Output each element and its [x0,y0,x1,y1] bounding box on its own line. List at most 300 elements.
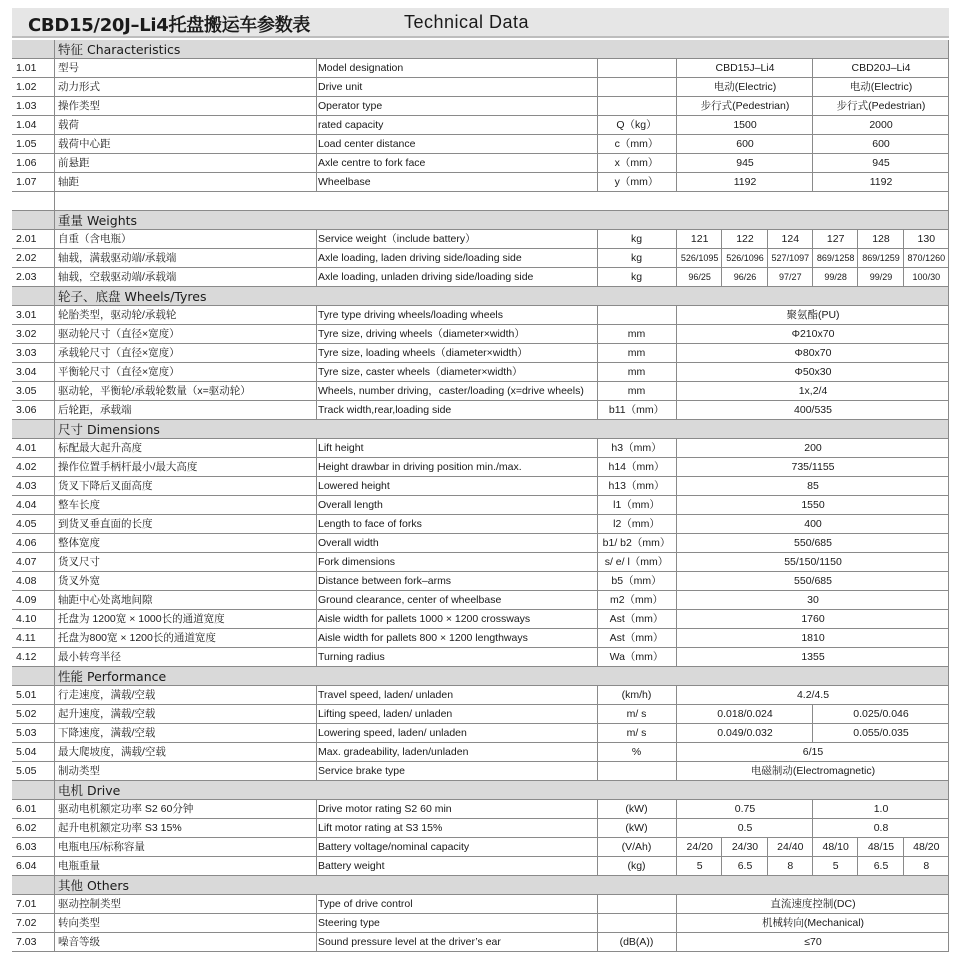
table-row [12,762,949,781]
section-header [12,420,949,439]
section-header [12,781,949,800]
table-row [12,648,949,667]
column-divider [316,116,317,134]
value-cell: 1.0 [873,803,889,815]
row-number: 6.01 [16,803,37,815]
section-header [12,287,949,306]
table-row [12,496,949,515]
column-divider [316,591,317,609]
row-number: 3.04 [16,366,37,378]
column-divider [54,553,55,571]
value-cell: 0.025/0.046 [853,708,909,720]
value-cell: 30 [807,594,819,606]
column-divider [316,249,317,267]
row-number: 1.01 [16,62,37,74]
row-label-cn: 操作位置手柄杆最小/最大高度 [58,461,198,473]
column-divider [316,819,317,837]
value-cell: 0.055/0.035 [853,727,909,739]
table-row [12,686,949,705]
column-divider [54,439,55,457]
row-unit: (kg) [627,860,646,872]
row-label-cn: 整体宽度 [58,537,100,549]
row-number: 5.01 [16,689,37,701]
column-divider [54,325,55,343]
spacer-row [12,192,949,211]
value-cell: 0.049/0.032 [717,727,773,739]
column-divider [54,135,55,153]
column-divider [316,325,317,343]
title-bar [12,8,949,38]
row-label-cn: 托盘为800宽 × 1200长的通道宽度 [58,632,216,644]
row-number: 3.02 [16,328,37,340]
column-divider [316,344,317,362]
row-label-cn: 轴载，满载驱动端/承载端 [58,252,177,264]
column-divider [54,648,55,666]
column-divider [316,610,317,628]
column-divider [316,496,317,514]
row-unit: h14（mm） [608,461,665,473]
section-header [12,876,949,895]
row-label-en: Max. gradeability, laden/unladen [318,746,469,758]
value-cell: 1355 [801,651,825,663]
row-unit: m/ s [626,727,647,739]
row-unit: x（mm） [614,157,659,169]
row-label-en: Length to face of forks [318,518,422,530]
column-divider [54,800,55,818]
value-cell: ≤70 [804,936,822,948]
column-divider [54,762,55,780]
column-divider [54,876,55,894]
column-divider [316,363,317,381]
value-cell: 200 [804,442,822,454]
section-header [12,667,949,686]
section-title: 特征 Characteristics [58,42,181,57]
value-cell: Φ50x30 [794,366,832,378]
row-label-en: Tyre size, loading wheels（diameter×width） [318,347,528,359]
column-divider [54,857,55,875]
row-unit: (km/h) [621,689,652,701]
row-unit [598,306,675,324]
section-header [12,211,949,230]
table-row [12,819,949,838]
value-cell: 1192 [869,176,893,188]
column-divider [903,249,904,267]
row-label-cn: 货叉尺寸 [58,556,100,568]
value-cell: 96/25 [688,272,711,282]
column-divider [316,553,317,571]
row-unit: Ast（mm） [609,632,664,644]
row-number: 1.07 [16,176,37,188]
column-divider [721,838,722,856]
column-divider [812,154,813,172]
column-divider [721,249,722,267]
row-label-en: Travel speed, laden/ unladen [318,689,454,701]
row-number: 4.06 [16,537,37,549]
table-row [12,534,949,553]
column-divider [316,724,317,742]
column-divider [316,78,317,96]
row-label-en: Battery voltage/nominal capacity [318,841,470,853]
column-divider [54,838,55,856]
column-divider [54,477,55,495]
column-divider [316,401,317,419]
row-label-cn: 下降速度，满载/空载 [58,727,156,739]
row-unit: h3（mm） [611,442,662,454]
column-divider [316,268,317,286]
value-cell: 97/27 [779,272,802,282]
row-label-en: Wheelbase [318,176,371,188]
row-unit: (kW) [625,822,648,834]
row-unit: b1/ b2（mm） [602,537,671,549]
row-label-cn: 整车长度 [58,499,100,511]
row-label-en: Track width,rear,loading side [318,404,452,416]
value-cell: 48/10 [822,841,849,853]
value-cell: 24/30 [731,841,759,853]
table-row [12,857,949,876]
row-number: 4.08 [16,575,37,587]
column-divider [316,686,317,704]
value-cell: 5 [696,860,703,872]
column-divider [316,173,317,191]
row-number: 1.04 [16,119,37,131]
column-divider [857,838,858,856]
column-divider [54,230,55,248]
row-label-cn: 平衡轮尺寸（直径×宽度） [58,366,180,378]
column-divider [54,116,55,134]
value-cell: 122 [736,233,754,245]
column-divider [54,40,55,58]
value-cell: 870/1260 [907,253,946,263]
value-cell: 8 [787,860,794,872]
table-row [12,116,949,135]
column-divider [316,97,317,115]
value-cell: 6.5 [873,860,889,872]
value-cell: Φ210x70 [791,328,835,340]
column-divider [54,154,55,172]
column-divider [54,249,55,267]
value-cell: 8 [923,860,930,872]
table-row [12,268,949,287]
row-label-cn: 驱动电机额定功率 S2 60分钟 [58,803,194,815]
value-cell: 6.5 [737,860,753,872]
column-divider [316,135,317,153]
column-divider [812,838,813,856]
column-divider [316,800,317,818]
row-label-en: Lowering speed, laden/ unladen [318,727,467,739]
column-divider [54,268,55,286]
column-divider [903,230,904,248]
row-number: 7.03 [16,936,37,948]
column-divider [721,230,722,248]
row-label-cn: 轴距中心处离地间隙 [58,594,153,606]
value-cell: 869/1258 [816,253,855,263]
column-divider [316,914,317,932]
row-unit [598,895,675,913]
row-unit [598,914,675,932]
table-row [12,838,949,857]
value-cell: CBD20J–Li4 [851,62,911,74]
row-number: 6.02 [16,822,37,834]
row-number: 7.02 [16,917,37,929]
column-divider [857,268,858,286]
row-label-en: Fork dimensions [318,556,396,568]
row-label-cn: 托盘为 1200宽 × 1000长的通道宽度 [58,613,225,625]
table-row [12,230,949,249]
table-row [12,743,949,762]
table-row [12,572,949,591]
value-cell: 步行式(Pedestrian) [836,100,926,112]
row-number: 4.11 [16,632,36,644]
value-cell: 600 [736,138,754,150]
row-unit: c（mm） [614,138,659,150]
column-divider [54,591,55,609]
row-number: 2.01 [16,233,37,245]
value-cell: 945 [736,157,754,169]
column-divider [54,933,55,951]
column-divider [54,534,55,552]
column-divider [54,363,55,381]
column-divider [54,705,55,723]
column-divider [316,306,317,324]
page-title: CBD15/20J–Li4托盘搬运车参数表 [28,15,311,36]
column-divider [54,781,55,799]
column-divider [812,59,813,77]
column-divider [767,838,768,856]
row-number: 5.02 [16,708,37,720]
column-divider [54,667,55,685]
table-row [12,629,949,648]
value-cell: 130 [917,233,936,245]
column-divider [316,762,317,780]
column-divider [812,78,813,96]
row-label-cn: 噪音等级 [58,936,100,948]
column-divider [857,249,858,267]
row-label-cn: 最大爬坡度，满载/空载 [58,746,166,758]
row-unit: s/ e/ l（mm） [604,556,669,568]
row-label-cn: 轴距 [58,176,79,188]
row-label-en: Steering type [318,917,380,929]
page-subtitle: Technical Data [404,12,530,32]
table-row [12,78,949,97]
value-cell: 1192 [733,176,757,188]
column-divider [767,249,768,267]
row-label-cn: 标配最大起升高度 [58,442,142,454]
row-label-cn: 前悬距 [58,157,90,169]
row-unit: mm [627,366,646,378]
value-cell: 1x,2/4 [798,385,828,397]
row-number: 7.01 [16,898,37,910]
table-row [12,382,949,401]
value-cell: Φ80x70 [794,347,832,359]
value-cell: 电动(Electric) [849,81,913,93]
table-row [12,363,949,382]
value-cell: 96/26 [733,272,757,282]
row-label-cn: 行走速度，满载/空载 [58,689,156,701]
value-cell: 1810 [801,632,825,644]
value-cell: 526/1096 [726,253,764,263]
row-label-cn: 型号 [58,62,79,74]
value-cell: 聚氨酯(PU) [786,309,840,321]
section-title: 电机 Drive [58,783,121,798]
table-row [12,724,949,743]
row-unit: (V/Ah) [621,841,652,853]
column-divider [54,458,55,476]
row-label-en: Service weight（include battery） [318,233,476,245]
value-cell: 1500 [733,119,757,131]
value-cell: 0.5 [737,822,753,834]
row-number: 4.02 [16,461,37,473]
table-row [12,515,949,534]
value-cell: 945 [872,157,890,169]
row-label-en: Overall length [318,499,383,511]
row-number: 4.07 [16,556,37,568]
row-label-en: Load center distance [318,138,416,150]
table-row [12,325,949,344]
row-unit: b11（mm） [608,404,665,416]
row-number: 6.03 [16,841,37,853]
section-title: 重量 Weights [58,213,138,228]
value-cell: 124 [781,233,800,245]
row-label-cn: 驱动轮尺寸（直径×宽度） [58,328,180,340]
value-cell: 400 [804,518,822,530]
table-row [12,173,949,192]
row-label-cn: 电瓶重量 [58,860,100,872]
row-label-en: Distance between fork–arms [318,575,452,587]
row-unit: mm [627,347,646,359]
column-divider [812,819,813,837]
row-label-cn: 起升电机额定功率 S3 15% [58,822,182,834]
column-divider [316,572,317,590]
table-row [12,59,949,78]
value-cell: 600 [872,138,890,150]
column-divider [857,230,858,248]
row-unit: kg [630,271,643,283]
column-divider [54,420,55,438]
section-title: 轮子、底盘 Wheels/Tyres [58,289,207,304]
value-cell: 400/535 [794,404,832,416]
row-number: 1.02 [16,81,37,93]
value-cell: 24/40 [777,841,804,853]
row-number: 1.05 [16,138,37,150]
column-divider [812,800,813,818]
value-cell: 电磁制动(Electromagnetic) [750,765,876,777]
column-divider [54,629,55,647]
value-cell: 0.018/0.024 [717,708,773,720]
column-divider [316,933,317,951]
row-label-en: Axle loading, laden driving side/loading side [318,252,522,264]
value-cell: 电动(Electric) [713,81,777,93]
row-unit: h13（mm） [608,480,665,492]
column-divider [316,477,317,495]
row-label-en: Turning radius [318,651,385,663]
value-cell: 527/1097 [771,253,810,263]
column-divider [812,268,813,286]
row-number: 4.10 [16,613,37,625]
column-divider [903,857,904,875]
row-label-cn: 电瓶电压/标称容量 [58,841,145,853]
row-label-en: Battery weight [318,860,385,872]
row-label-en: Ground clearance, center of wheelbase [318,594,502,606]
column-divider [54,401,55,419]
row-label-en: Aisle width for pallets 800 × 1200 lengthways [318,632,528,644]
value-cell: 直流速度控制(DC) [770,898,856,910]
row-unit [598,762,675,780]
column-divider [721,857,722,875]
column-divider [903,838,904,856]
row-number: 3.03 [16,347,37,359]
value-cell: 机械转向(Mechanical) [761,917,865,929]
table-row [12,97,949,116]
row-number: 4.04 [16,499,37,511]
row-label-cn: 轮胎类型，驱动轮/承载轮 [58,309,177,321]
value-cell: 735/1155 [791,461,835,473]
row-label-en: Model designation [318,62,404,74]
row-label-en: Lift motor rating at S3 15% [318,822,443,834]
row-label-en: Wheels, number driving，caster/loading (x=drive wheels) [318,385,584,397]
column-divider [54,287,55,305]
column-divider [316,154,317,172]
value-cell: 0.75 [734,803,756,815]
column-divider [316,838,317,856]
row-number: 1.06 [16,157,37,169]
column-divider [316,895,317,913]
row-label-en: Sound pressure level at the driver’s ear [318,936,501,948]
row-number: 3.06 [16,404,37,416]
table-row [12,154,949,173]
row-label-en: Lifting speed, laden/ unladen [318,708,453,720]
section-title: 其他 Others [58,878,129,893]
value-cell: 步行式(Pedestrian) [700,100,790,112]
row-unit [598,78,675,96]
column-divider [54,515,55,533]
column-divider [54,496,55,514]
row-unit: % [631,746,642,758]
column-divider [316,515,317,533]
table-row [12,933,949,952]
row-number: 4.01 [16,442,37,454]
column-divider [316,59,317,77]
column-divider [812,97,813,115]
column-divider [316,458,317,476]
row-label-cn: 驱动控制类型 [58,898,121,910]
row-label-en: Axle loading, unladen driving side/loading side [318,271,534,283]
column-divider [54,59,55,77]
value-cell: 1550 [801,499,825,511]
value-cell: 5 [832,860,839,872]
section-header [12,40,949,59]
value-cell: 85 [807,480,819,492]
value-cell: 99/29 [869,272,893,282]
column-divider [54,743,55,761]
row-number: 4.03 [16,480,37,492]
column-divider [812,724,813,742]
row-number: 3.05 [16,385,37,397]
table-row [12,477,949,496]
column-divider [54,97,55,115]
row-label-cn: 最小转弯半径 [58,651,121,663]
row-label-en: Service brake type [318,765,405,777]
column-divider [767,857,768,875]
row-label-cn: 转向类型 [58,917,100,929]
column-divider [812,173,813,191]
column-divider [316,705,317,723]
table-row [12,344,949,363]
row-number: 5.03 [16,727,37,739]
column-divider [812,135,813,153]
column-divider [767,230,768,248]
column-divider [316,382,317,400]
value-cell: 121 [690,233,709,245]
